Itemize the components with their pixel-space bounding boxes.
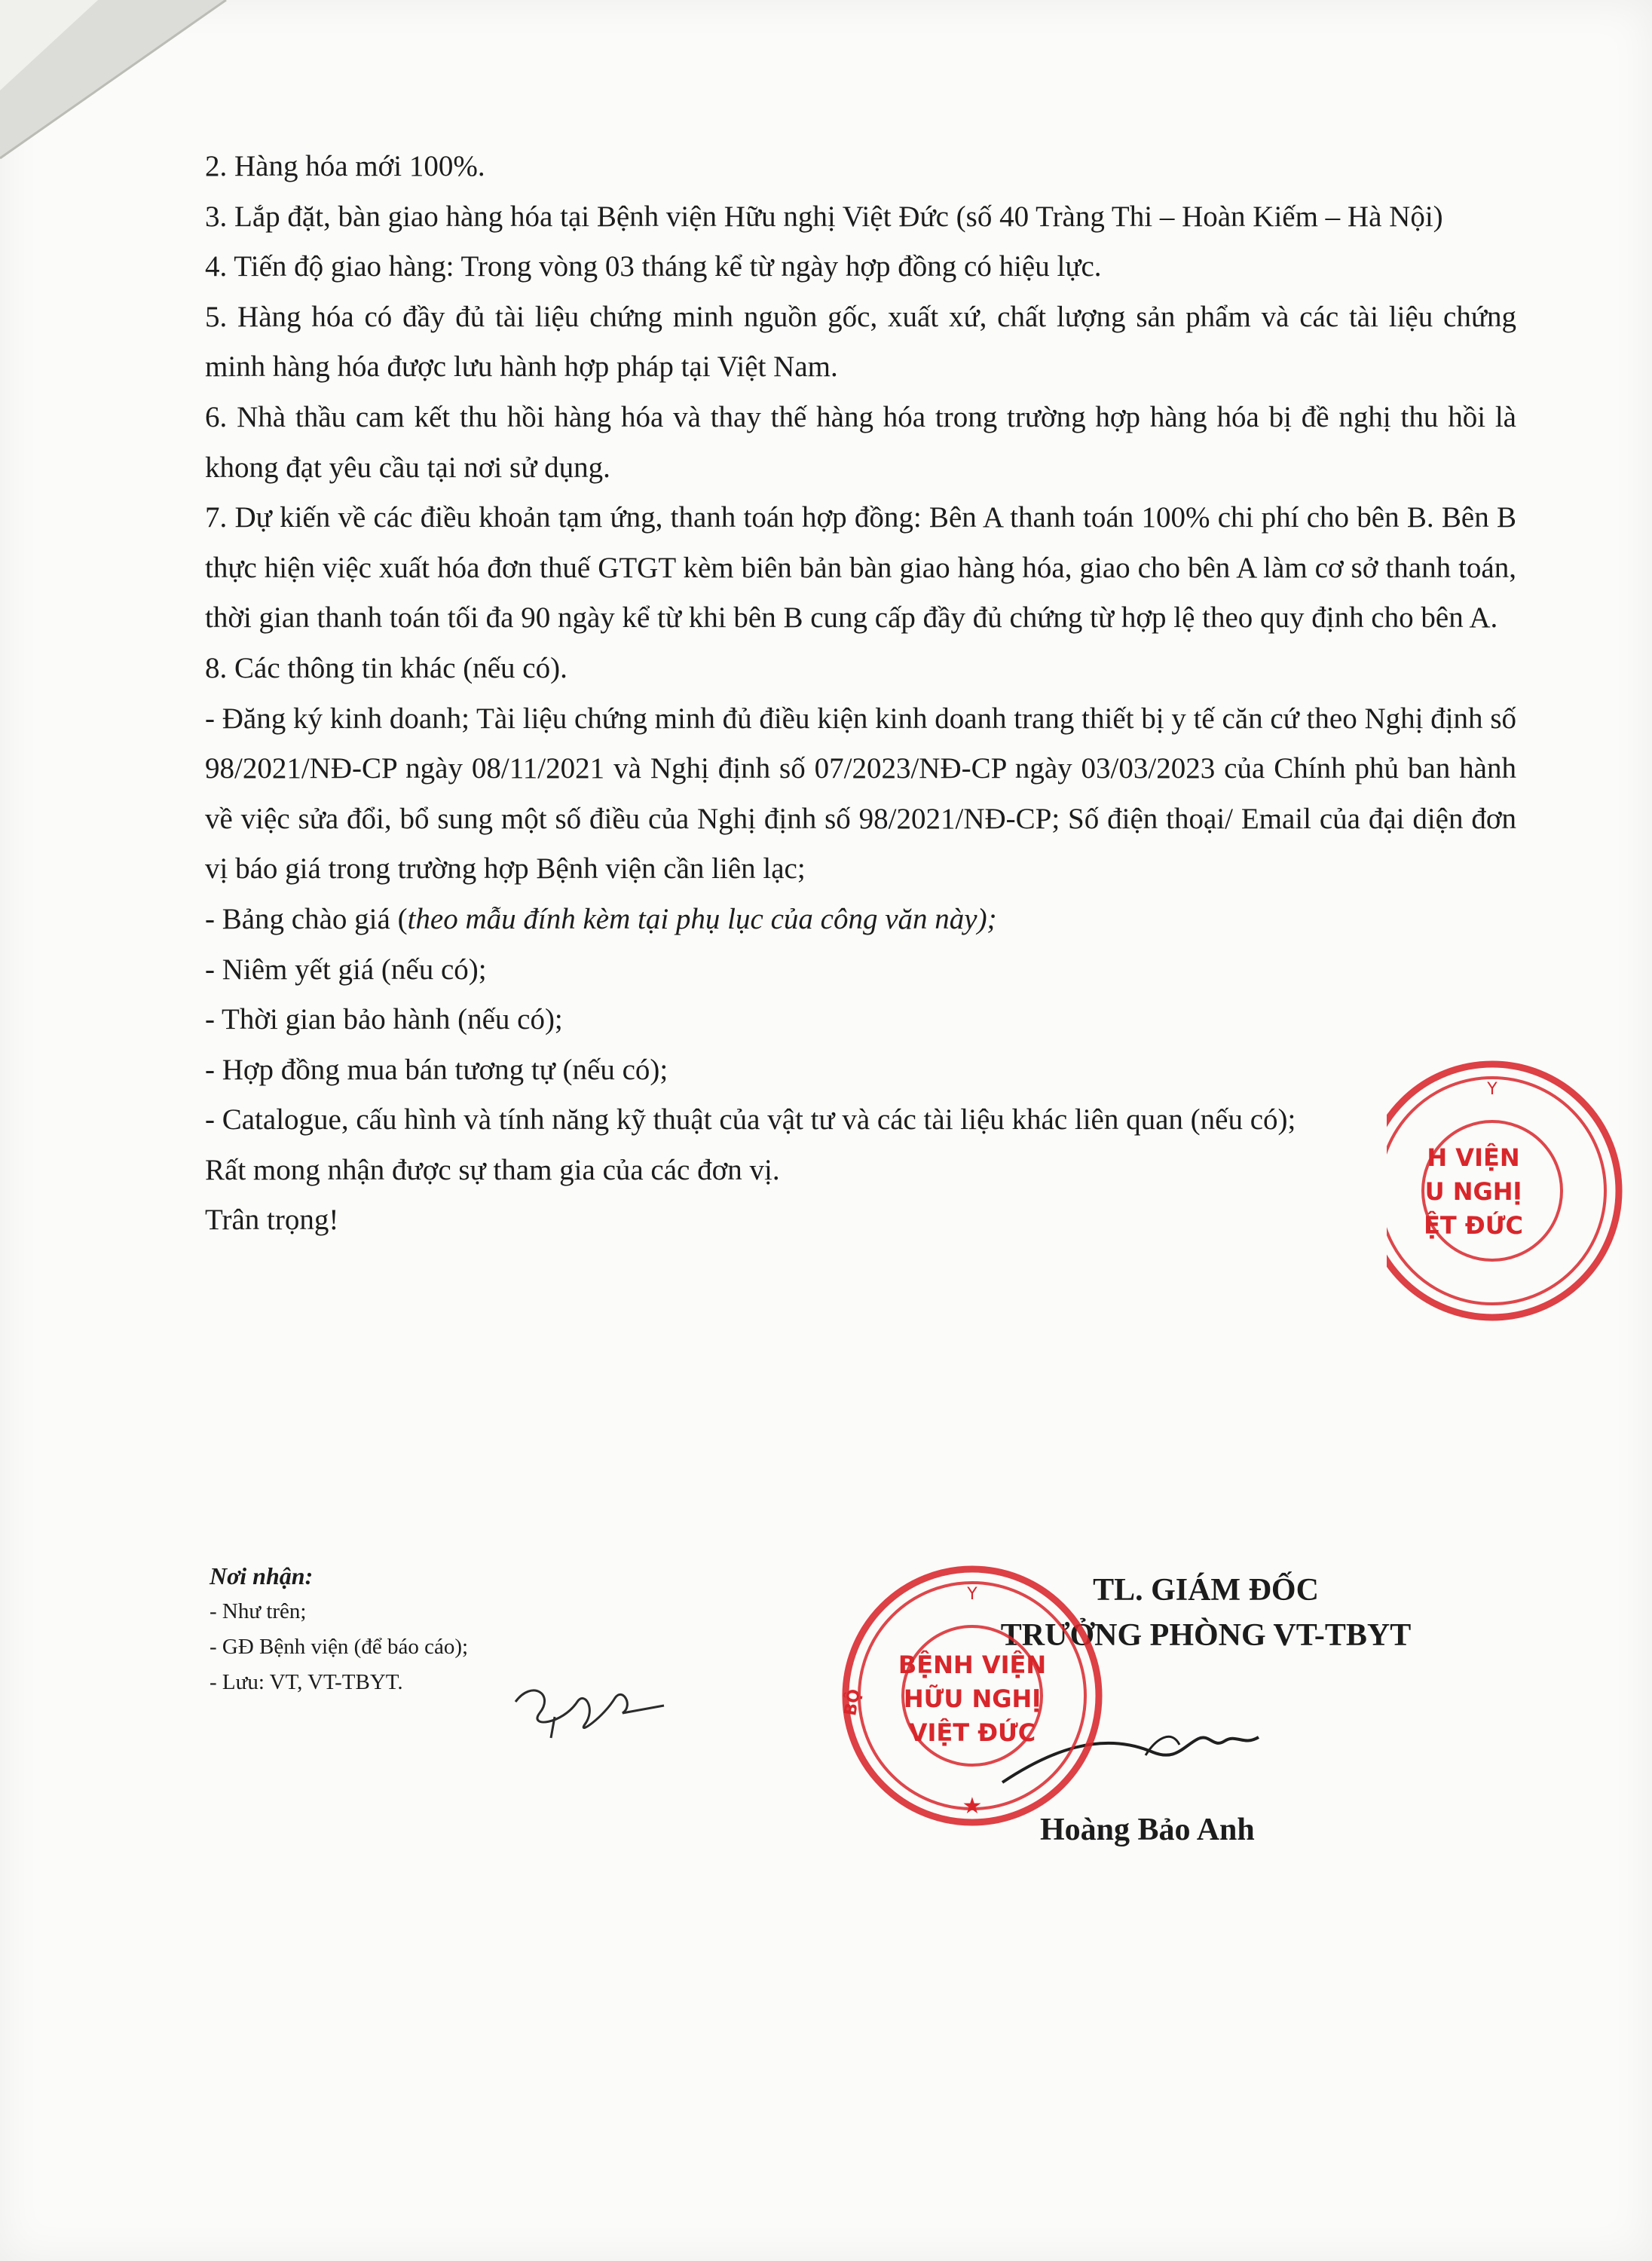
page-corner-fold (0, 0, 241, 166)
item-4: 4. Tiến độ giao hàng: Trong vòng 03 tháng kể từ ngày hợp đồng có hiệu lực. (205, 250, 1102, 283)
item-6: 6. Nhà thầu cam kết thu hồi hàng hóa và thay thế hàng hóa trong trường hợp hàng hóa bị đề nghị thu hồi là khong đạt yêu cầu tại nơi sử dụng. (205, 400, 1516, 484)
seal-line-2: HỮU NGHỊ (903, 1684, 1042, 1713)
partial-seal-line-3: ỆT ĐỨC (1424, 1211, 1523, 1240)
partial-seal-mark-icon: Y (1487, 1080, 1498, 1099)
item-3: 3. Lắp đặt, bàn giao hàng hóa tại Bệnh viện Hữu nghị Việt Đức (số 40 Tràng Thi – Hoàn Kiếm – Hà Nội) (205, 200, 1443, 233)
seal-star-icon: ★ (962, 1793, 983, 1819)
item-5: 5. Hàng hóa có đầy đủ tài liệu chứng minh nguồn gốc, xuất xứ, chất lượng sản phẩm và các tài liệu chứng minh hàng hóa được lưu hành hợp pháp tại Việt Nam. (205, 300, 1516, 384)
price-quote-prefix: - Bảng chào giá ( (205, 902, 408, 935)
seal-line-3: VIỆT ĐỨC (908, 1718, 1036, 1747)
item-2: 2. Hàng hóa mới 100%. (205, 150, 485, 182)
seal-edge-left: BỘ (841, 1687, 864, 1718)
price-quote-italic: theo mẫu đính kèm tại phụ lục của công văn này); (407, 902, 997, 935)
price-quote-line (205, 895, 1516, 945)
recipient-line: - GĐ Bệnh viện (để báo cáo); (210, 1635, 469, 1659)
catalogue-docs: - Catalogue, cấu hình và tính năng kỹ thuật của vật tư và các tài liệu khác liên quan (nếu có); (205, 1103, 1296, 1137)
recipient-line: - Lưu: VT, VT-TBYT. (210, 1670, 403, 1694)
business-registration: - Đăng ký kinh doanh; Tài liệu chứng minh đủ điều kiện kinh doanh trang thiết bị y tế căn cứ theo Nghị định số 98/2021/NĐ-CP ngày 08/11/2021 và Nghị định số 07/2023/NĐ-CP ngày 03/03/2023 của Chính phủ ban hành về việc sửa đổi, bổ sung một số điều của Nghị định số 98/2021/NĐ-CP; Số điện thoại/ Email của đại diện đơn vị báo giá trong trường hợp Bệnh viện cần liên lạc; (205, 702, 1516, 886)
signer-name: Hoàng Bảo Anh (1040, 1813, 1255, 1847)
signature-title-1: TL. GIÁM ĐỐC (1093, 1573, 1319, 1608)
partial-seal-line-1: H VIỆN (1427, 1143, 1520, 1172)
handwritten-signature (995, 1700, 1266, 1805)
warranty-period: - Thời gian bảo hành (nếu có); (205, 1003, 563, 1036)
regards: Trân trọng! (205, 1204, 339, 1237)
similar-contracts: - Hợp đồng mua bán tương tự (nếu có); (205, 1053, 668, 1086)
recipient-line: - Như trên; (210, 1599, 307, 1623)
closing-line: Rất mong nhận được sự tham gia của các đơn vị. (205, 1153, 780, 1186)
item-7: 7. Dự kiến về các điều khoản tạm ứng, thanh toán hợp đồng: Bên A thanh toán 100% chi phí cho bên B. Bên B thực hiện việc xuất hóa đơn thuế GTGT kèm biên bản bàn giao hàng hóa, giao cho bên A làm cơ sở thanh toán, thời gian thanh toán tối đa 90 ngày kể từ khi bên B cung cấp đầy đủ chứng từ hợp lệ theo quy định cho bên A. (205, 501, 1516, 635)
signature-block (897, 1568, 1515, 1658)
partial-seal-line-2: U NGHỊ (1424, 1177, 1522, 1206)
listed-price: - Niêm yết giá (nếu có); (205, 953, 487, 986)
seal-mark-icon: Y (967, 1585, 977, 1604)
recipients-block (210, 1559, 737, 1700)
seal-line-1: BỆNH VIỆN (898, 1651, 1047, 1679)
item-8: 8. Các thông tin khác (nếu có). (205, 651, 567, 684)
recipients-title: Nơi nhận: (210, 1562, 314, 1589)
letter-body (205, 142, 1516, 1246)
signature-title-2: TRƯỞNG PHÒNG VT-TBYT (1000, 1618, 1412, 1653)
